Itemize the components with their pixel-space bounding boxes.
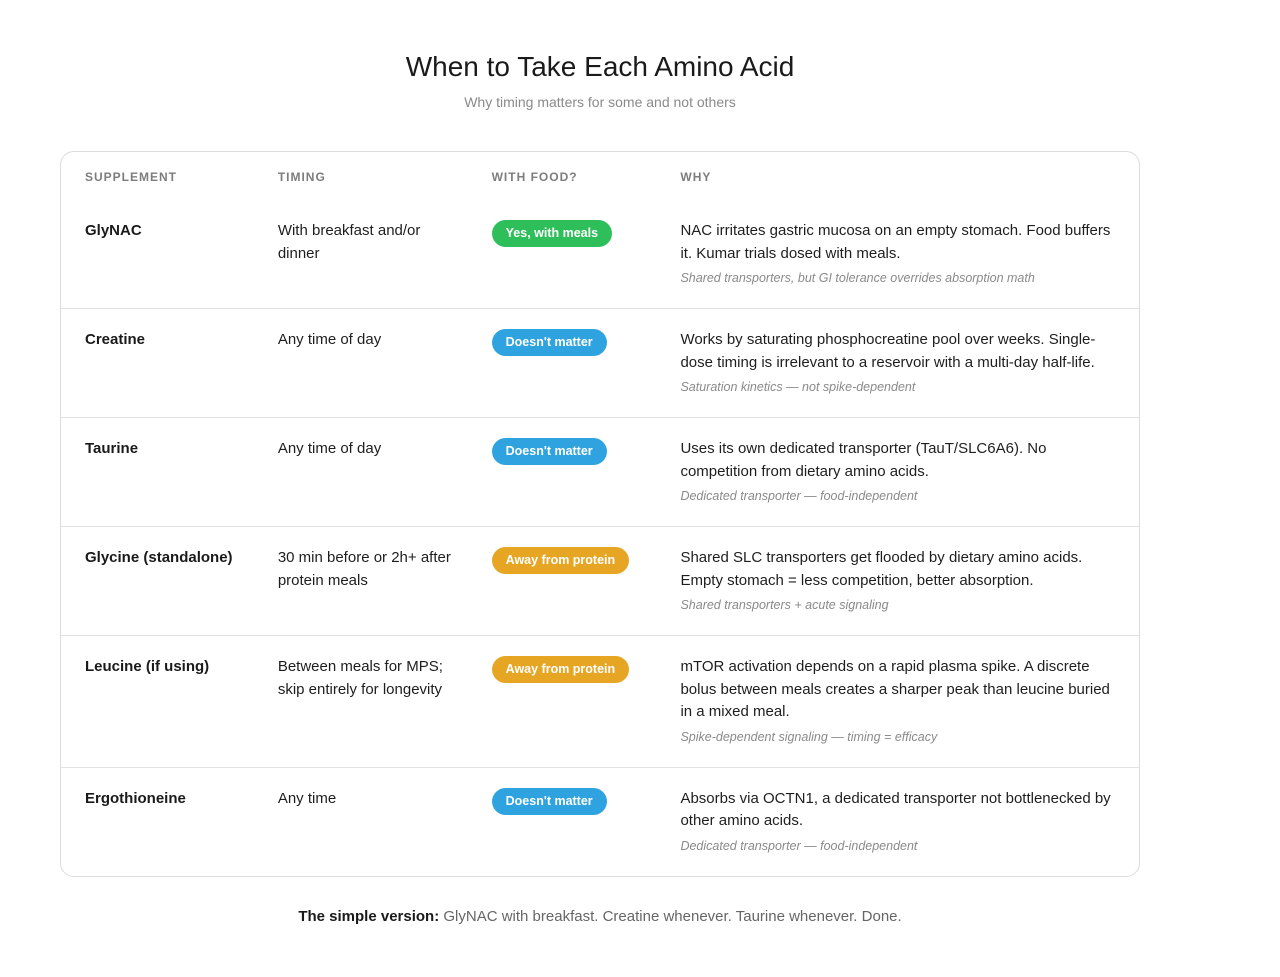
- supplement-name: Leucine (if using): [85, 658, 210, 675]
- why-text: Shared SLC transporters get flooded by dietary amino acids. Empty stomach = less competition, better absorption.: [680, 549, 1083, 589]
- timing-text: Between meals for MPS; skip entirely for longevity: [277, 658, 443, 698]
- summary-label: The simple version:: [298, 907, 440, 925]
- with-food-badge: Doesn't matter: [492, 438, 607, 465]
- page-subtitle: Why timing matters for some and not others: [464, 94, 736, 110]
- with-food-cell: [492, 329, 681, 395]
- page: [60, 0, 1140, 925]
- column-header-supplement: SUPPLEMENT: [85, 170, 178, 184]
- supplement-name: Glycine (standalone): [85, 549, 233, 566]
- column-header-why: WHY: [680, 170, 712, 184]
- why-cell: [680, 438, 1139, 504]
- timing-text: 30 min before or 2h+ after protein meals: [277, 549, 451, 589]
- table-row: [61, 767, 1139, 876]
- supplement-name: Taurine: [85, 440, 139, 457]
- with-food-badge: Away from protein: [492, 547, 630, 574]
- why-note: Shared transporters + acute signaling: [680, 598, 889, 612]
- why-cell: [680, 220, 1139, 286]
- why-note: Saturation kinetics — not spike-dependent: [680, 380, 916, 394]
- why-note: Dedicated transporter — food-independent: [680, 489, 918, 503]
- table-row: [61, 635, 1139, 767]
- with-food-cell: [492, 220, 681, 286]
- timing-table: [60, 151, 1140, 877]
- why-note: Shared transporters, but GI tolerance overrides absorption math: [680, 271, 1035, 285]
- with-food-badge: Doesn't matter: [492, 329, 607, 356]
- supplement-name: GlyNAC: [85, 222, 142, 239]
- why-text: Absorbs via OCTN1, a dedicated transporter not bottlenecked by other amino acids.: [680, 789, 1111, 829]
- with-food-cell: [492, 656, 681, 745]
- with-food-cell: [492, 438, 681, 504]
- supplement-name: Creatine: [85, 331, 146, 348]
- why-text: Uses its own dedicated transporter (TauT/SLC6A6). No competition from dietary amino acids.: [680, 440, 1047, 480]
- why-text: NAC irritates gastric mucosa on an empty stomach. Food buffers it. Kumar trials dosed with meals.: [680, 222, 1111, 262]
- why-cell: [680, 656, 1139, 745]
- summary-text: GlyNAC with breakfast. Creatine whenever. Taurine whenever. Done.: [443, 907, 902, 925]
- why-cell: [680, 547, 1139, 613]
- table-row: [61, 417, 1139, 526]
- summary-footer: [60, 908, 1140, 925]
- with-food-badge: Away from protein: [492, 656, 630, 683]
- table-row: [61, 308, 1139, 417]
- table-row: [61, 200, 1139, 308]
- column-header-with-food: WITH FOOD?: [491, 170, 578, 184]
- timing-text: Any time of day: [277, 331, 382, 348]
- timing-text: With breakfast and/or dinner: [277, 222, 421, 262]
- table-header-row: [61, 152, 1139, 200]
- with-food-cell: [492, 547, 681, 613]
- why-cell: [680, 788, 1139, 854]
- why-note: Spike-dependent signaling — timing = efficacy: [680, 729, 938, 744]
- table-row: [61, 526, 1139, 635]
- with-food-badge: Yes, with meals: [492, 220, 612, 247]
- why-text: Works by saturating phosphocreatine pool over weeks. Single-dose timing is irrelevant to a reservoir with a multi-day half-life.: [680, 331, 1096, 371]
- timing-text: Any time of day: [277, 440, 382, 457]
- timing-text: Any time: [277, 789, 337, 807]
- why-note: Dedicated transporter — food-independent: [680, 838, 918, 853]
- table-body: [61, 200, 1139, 876]
- why-text: mTOR activation depends on a rapid plasma spike. A discrete bolus between meals creates a sharper peak than leucine buried in a mixed meal.: [680, 658, 1110, 720]
- page-title: When to Take Each Amino Acid: [405, 51, 795, 82]
- why-cell: [680, 329, 1139, 395]
- with-food-badge: Doesn't matter: [492, 788, 607, 815]
- with-food-cell: [492, 788, 681, 854]
- supplement-name: Ergothioneine: [85, 789, 186, 807]
- column-header-timing: TIMING: [277, 170, 326, 184]
